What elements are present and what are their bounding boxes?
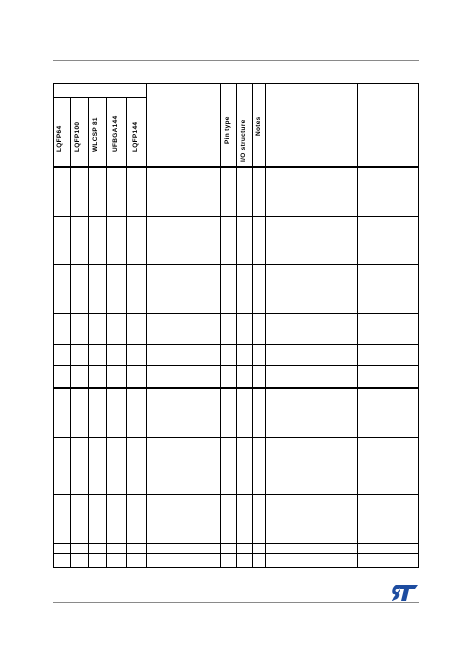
header-wlcsp81: WLCSP 81: [92, 117, 99, 152]
header-pin-type: Pin type: [224, 116, 231, 144]
row-separator: [53, 553, 419, 554]
header-lqfp64: LQFP64: [56, 125, 63, 152]
col-divider: [220, 83, 221, 568]
col-divider: [265, 83, 266, 568]
row-separator: [53, 437, 419, 438]
table-right-border: [418, 83, 419, 568]
row-separator: [53, 313, 419, 314]
row-separator: [53, 387, 419, 389]
row-separator: [53, 543, 419, 544]
col-divider: [252, 83, 253, 568]
footer-rule: [53, 602, 419, 603]
header-ufbga144: UFBGA144: [112, 115, 119, 152]
col-divider: [236, 83, 237, 568]
header-io-structure: I/O structure: [240, 119, 247, 162]
header-bottom-rule: [53, 166, 419, 168]
col-divider: [146, 83, 147, 568]
row-separator: [53, 344, 419, 345]
row-separator: [53, 494, 419, 495]
table-left-border: [53, 83, 54, 568]
row-separator: [53, 365, 419, 366]
row-separator: [53, 264, 419, 265]
header-group-line: [53, 97, 147, 98]
col-divider: [357, 83, 358, 568]
header-lqfp100: LQFP100: [74, 121, 81, 152]
header-lqfp144: LQFP144: [132, 121, 139, 152]
st-logo-icon: [392, 585, 418, 601]
row-separator: [53, 216, 419, 217]
header-notes: Notes: [255, 116, 262, 136]
